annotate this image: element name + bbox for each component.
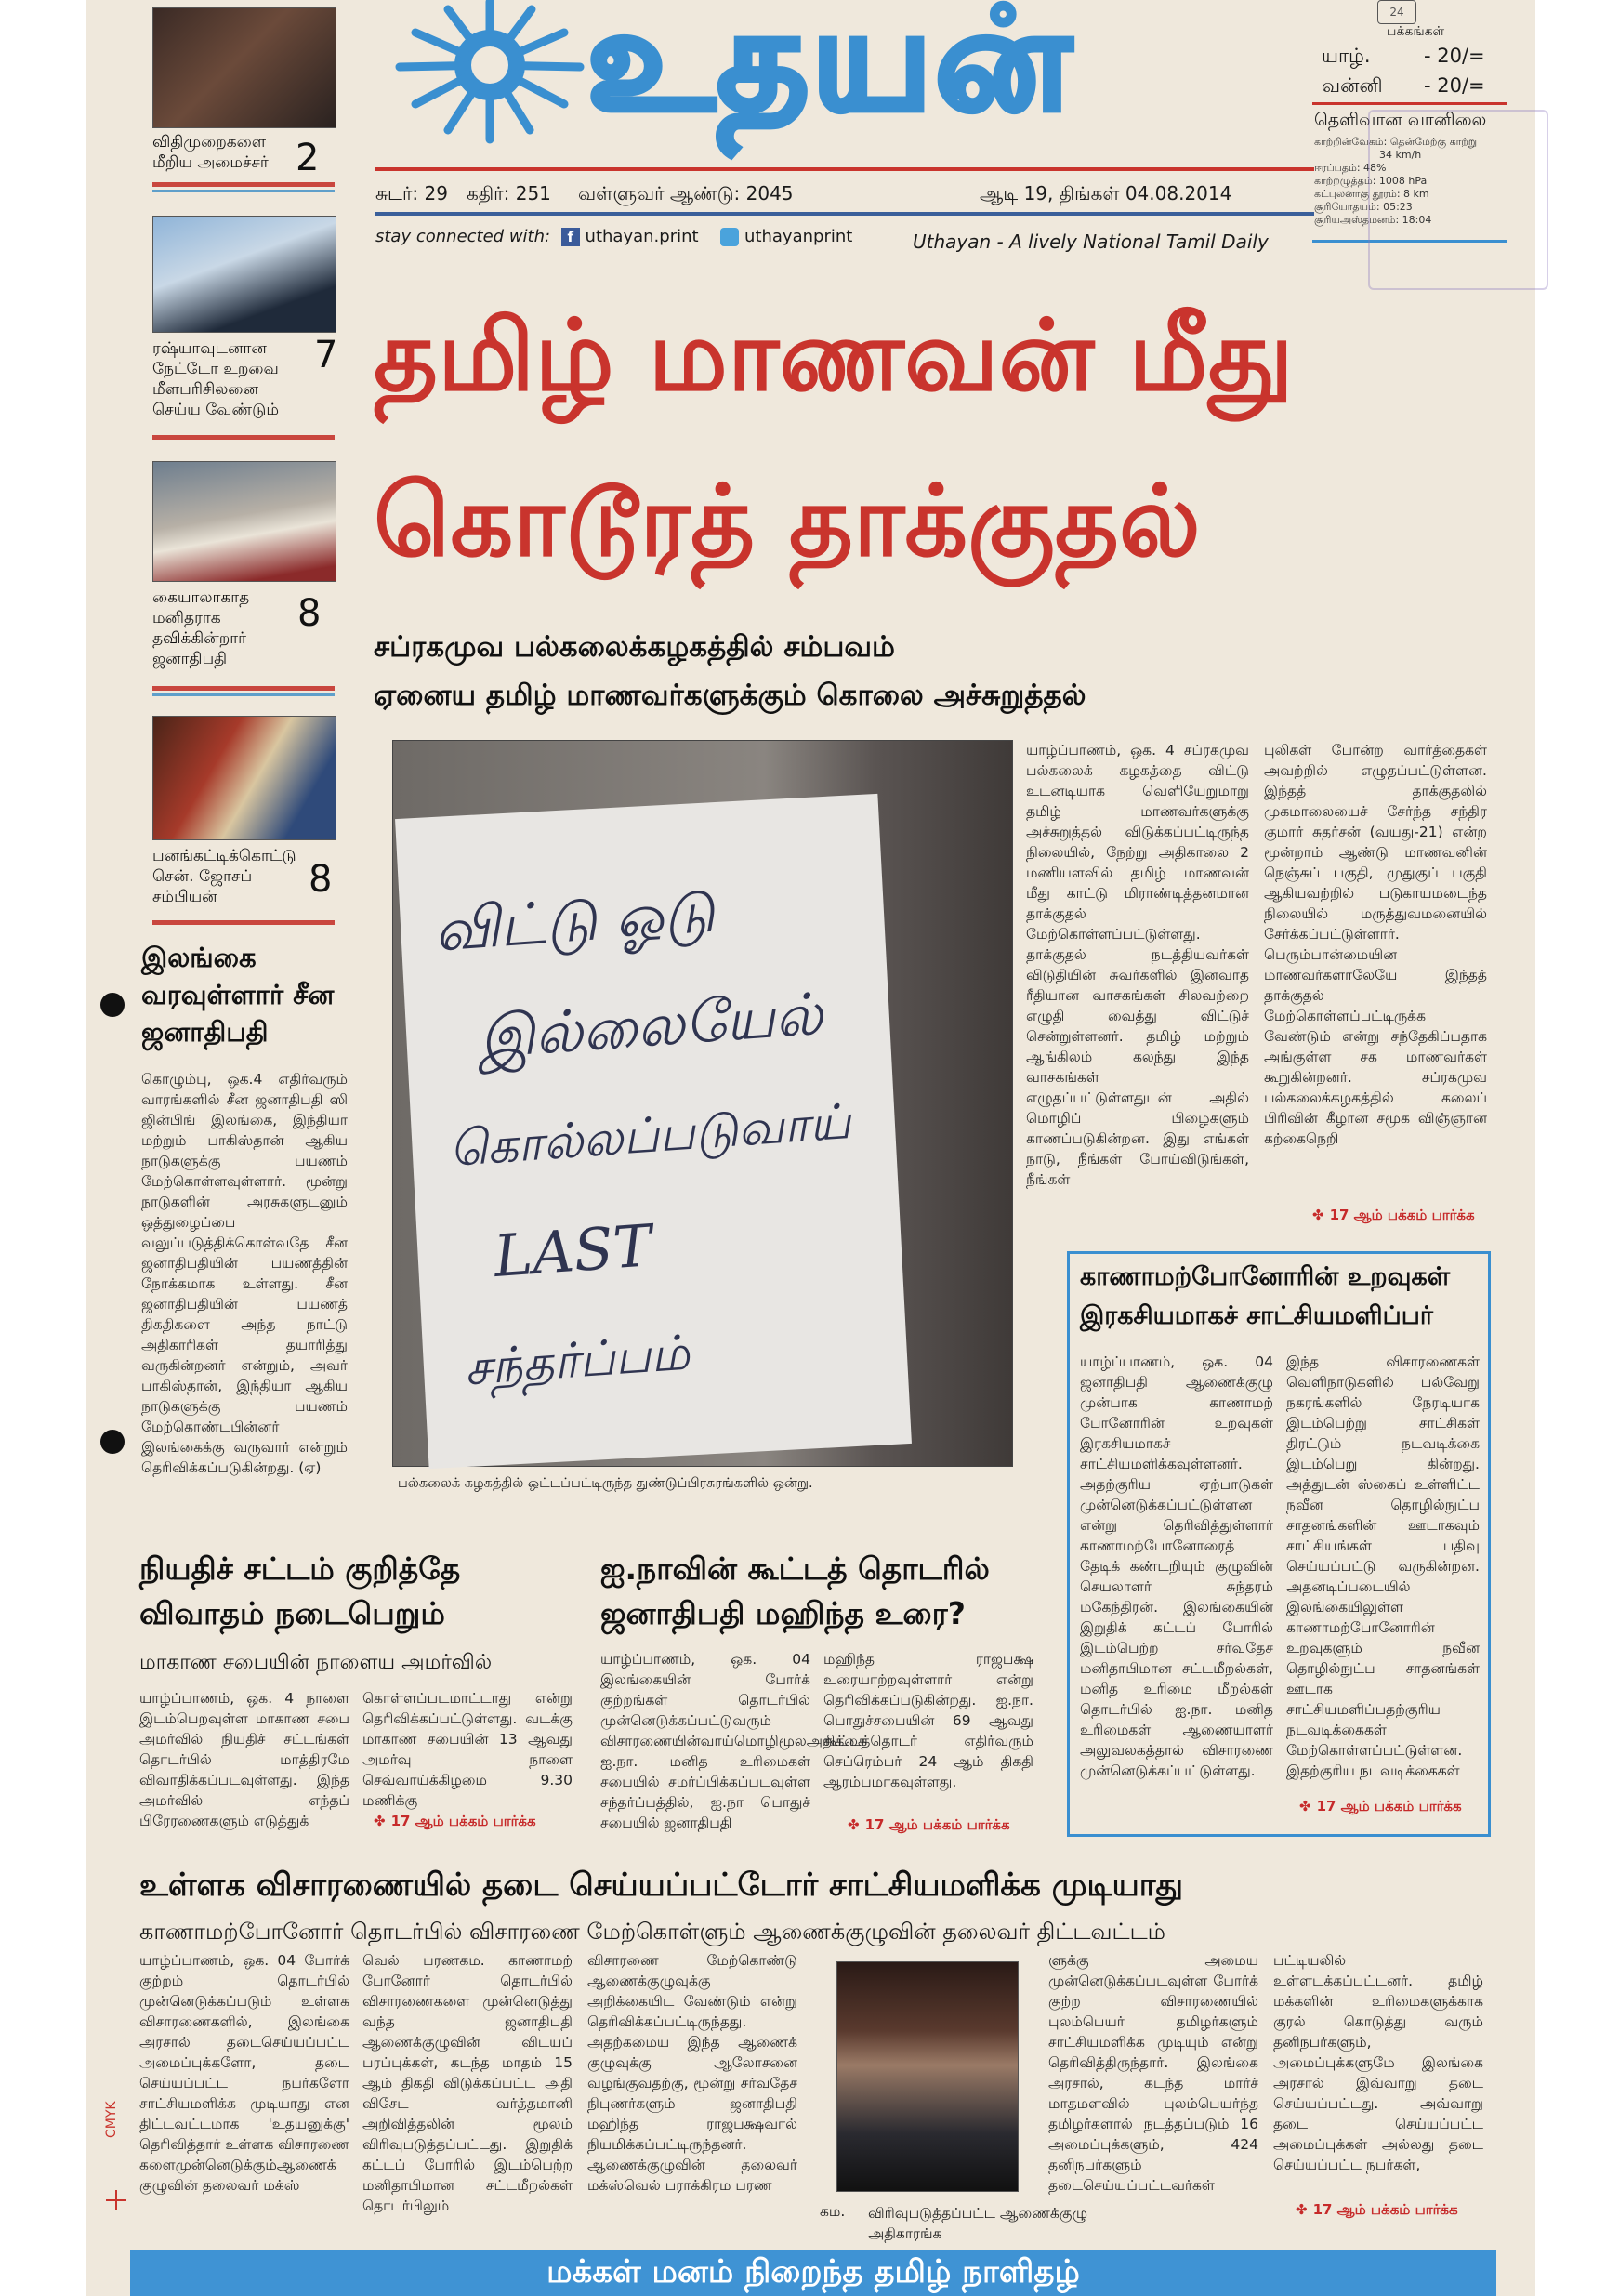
missing-box-headline-2: இரகசியமாகச் சாட்சியமளிப்பர் [1080,1301,1433,1330]
weather-line: சூரியஅஸ்தமனம்: 18:04 [1314,214,1432,226]
continue-label: 17 ஆம் பக்கம் பார்க்க [1312,2201,1458,2218]
index-label: ரஷ்யாவுடனான நேட்டோ உறவை மீளபரிசிலனை செய்ய வேண்டும் [152,339,280,419]
index-divider [152,190,335,192]
main-photo-note-text [430,849,870,1424]
facebook-handle[interactable]: uthayan.print [585,227,699,246]
index-label: கையாலாகாத மனிதராக தவிக்கின்றார் ஜனாதிபதி [152,588,250,668]
main-story-col1: யாழ்ப்பாணம், ஒக. 4 சப்ரகமுவ பல்கலைக் கழகத்தை விட்டு உடனடியாக வெளியேறுமாறு தமிழ் மாணவர்களுக்கு அச்சுறுத்தல் விடுக்கப்பட்டிருந்த நிலையில், நேற்று அதிகாலை 2 மணியளவில் தமிழ் மாணவன் மீது காட்டு மிராண்டித்தனமான தாக்குதல் மேற்கொள்ளப்பட்டுள்ளது. தாக்குதல் நடத்தியவர்கள் விடுதியின் சுவர்களில் இனவாத ரீதியான வாசகங்கள் சிலவற்றை எழுதி வைத்து விட்டுச் சென்றுள்ளனர். தமிழ் மற்றும் ஆங்கிலம் கலந்து இந்த வாசகங்கள் எழுதப்பட்டுள்ளதுடன் அதில் மொழிப் பிழைகளும் காணப்படுகின்றன. இது எங்கள் நாடு, நீங்கள் போய்விடுங்கள், நீங்கள் [1026,742,1249,1188]
logo-wordmark: உதயன் [587,0,1074,141]
issue-cudar: சுடர்: 29 [375,182,448,205]
bottom-story-col2: வெல் பரணகம. காணாமற் போனோர் தொடர்பில் விசாரணைகளை முன்னெடுத்து வந்த ஜனாதிபதி ஆணைக்குழுவின் விடயப் பரப்புக்கள், கடந்த மாதம் 15 ஆம் திகதி விடுக்கப்பட்ட அதி விசேட வர்த்தமானி அறிவித்தலின் மூலம் விரிவுபடுத்தப்பட்டது. இறுதிக் கட்டப் போரில் இடம்பெற்ற மனிதாபிமான சட்டமீறல்கள் தொடர்பிலும் [362,1952,573,2214]
continue-label: 17 ஆம் பக்கம் பார்க்க [390,1813,536,1829]
index-label: விதிமுறைகளை மீறிய அமைச்சர் [152,133,269,172]
price-value: - 20/= [1424,45,1485,67]
price-divider [1312,102,1507,105]
main-story-col2: புலிகள் போன்ற வார்த்தைகள் அவற்றில் எழுதப்பட்டுள்ளன. இந்தத் தாக்குதலில் முகமாலையைச் சேர்ந்த சந்திர குமார் சுதர்சன் (வயது-21) என்ற மூன்றாம் ஆண்டு மாணவனின் நெஞ்சுப் பகுதி, முதுகுப் பகுதி ஆகியவற்றில் படுகாயமடைந்த நிலையில் மருத்துவமனையில் சேர்க்கப்பட்டுள்ளார். பெரும்பான்மையின மாணவர்களாலேயே இந்தத் தாக்குதல் மேற்கொள்ளப்பட்டிருக்க வேண்டும் என்று சந்தேகிப்பதாக அங்குள்ள சக மாணவர்கள் கூறுகின்றனர். சப்ரகமுவ பல்கலைக்கழகத்தில் கலைப் பிரிவின் கீழான சமூக விஞ்ஞான கற்கைநெறி [1264,742,1487,1147]
weather-line: ஈரப்பதம்: 48% [1314,162,1387,174]
missing-box-col1: யாழ்ப்பாணம், ஒக. 04 ஜனாதிபதி ஆணைக்குழு முன்பாக காணாமற் போனோரின் உறவுகள் இரகசியமாகச் சாட்சியமளிக்கவுள்ளனர். அதற்குரிய ஏற்பாடுகள் முன்னெடுக்கப்பட்டுள்ளன என்று தெரிவித்துள்ளார் காணாமற்போனோரைத் தேடிக் கண்டறியும் குழுவின் செயலாளர் சுந்தரம் மகேந்திரன். இலங்கையின் இறுதிக் கட்டப் போரில் இடம்பெற்ற சர்வதேச மனிதாபிமான சட்டமீறல்கள், மனித உரிமை மீறல்கள் தொடர்பில் ஐ.நா. மனித உரிமைகள் ஆணையாளர் அலுவலகத்தால் விசாரணை முன்னெடுக்கப்பட்டுள்ளது. [1080,1353,1273,1779]
index-page-number: 7 [314,334,338,376]
bottom-story-col1: யாழ்ப்பாணம், ஒக. 04 போர்க் குற்றம் தொடர்பில் முன்னெடுக்கப்படும் உள்ளக விசாரணைகளில், இலங்கை அரசால் தடைசெய்யப்பட்ட அமைப்புக்களோ, தடை செய்யப்பட்ட நபர்களோ சாட்சியமளிக்க முடியாது என திட்டவட்டமாக 'உதயனுக்கு' தெரிவித்தார் உள்ளக விசாரணை களைமுன்னெடுக்கும்ஆணைக் குழுவின் தலைவர் மக்ஸ் [139,1952,349,2194]
stay-connected [375,227,852,246]
twitter-icon[interactable] [720,228,739,246]
index-label: பனங்கட்டிக்கொட்டு சென். ஜோசப் சம்பியன் [152,847,296,906]
index-divider [152,693,335,696]
index-divider [152,920,335,925]
punch-hole [100,1430,125,1454]
missing-box-headline-1: காணாமற்போனோரின் உறவுகள் [1080,1262,1451,1291]
bottom-story-portrait [836,1961,1019,2192]
index-thumb-cameron [152,216,336,333]
statute-story-col1: யாழ்ப்பாணம், ஒக. 4 நாளை இடம்பெறவுள்ள மாகாண சபை அமர்வில் நியதிச் சட்டங்கள் தொடர்பில் மாத்திரமே விவாதிக்கப்படவுள்ளது. இந்த அமர்வில் எந்தப் பிரேரணைகளும் எடுத்துக் [139,1690,349,1829]
bottom-story-col3: விசாரணை மேற்கொண்டு ஆணைக்குழுவுக்கு அறிக்கையிட வேண்டும் என்று தெரிவிக்கப்பட்டிருந்தது. அதற்கமைய இந்த ஆணைக் குழுவுக்கு ஆலோசனை வழங்குவதற்கு, மூன்று சர்வதேச நிபுணர்களும் ஜனாதிபதி மஹிந்த ராஜபக்ஷவால் நியமிக்கப்பட்டிருந்தனர். ஆணைக்குழுவின் தலைவர் மக்ஸ்வெல் பராக்கிரம பரண [587,1952,797,2194]
sun-logo-icon [374,0,606,158]
tagline: Uthayan - A lively National Tamil Daily [913,231,1269,253]
weather-line: 34 km/h [1379,149,1422,161]
issue-bar-bottom-rule [375,212,1314,216]
statute-story-continue-link[interactable]: ✤ 17 ஆம் பக்கம் பார்க்க [374,1813,536,1829]
un-story-headline-1: ஐ.நாவின் கூட்டத் தொடரில் [600,1550,990,1587]
note-line: கொல்லப்படுவாய் [447,1093,853,1179]
main-subheadline-2: ஏனைய தமிழ் மாணவர்களுக்கும் கொலை அச்சுறுத்தல் [374,679,1086,712]
main-photo [392,740,1013,1467]
pages-badge: 24 [1377,0,1416,24]
twitter-handle[interactable]: uthayanprint [744,227,853,246]
main-headline-line2: கொடூரத் தாக்குதல் [374,464,1201,578]
weather-line: காற்றின்வேகம்: தென்மேற்கு காற்று [1314,136,1478,148]
photo-caption: பல்கலைக் கழகத்தில் ஒட்டப்பட்டிருந்த துண்டுப்பிரசுரங்களில் ஒன்று. [398,1476,813,1491]
cmyk-mark: CMYK [104,2101,119,2138]
main-story-continue-link[interactable]: ✤ 17 ஆம் பக்கம் பார்க்க [1312,1207,1475,1223]
note-line: சந்தர்ப்பம் [462,1325,691,1397]
index-page-number: 8 [297,592,322,635]
price-value: - 20/= [1424,74,1485,97]
index-divider [152,182,335,187]
price-row [1322,45,1517,70]
footer-banner [130,2250,1496,2296]
newspaper-page [86,0,1535,2296]
statute-story-headline-1: நியதிச் சட்டம் குறித்தே [139,1550,461,1587]
statute-story-headline-2: விவாதம் நடைபெறும் [139,1595,445,1631]
price-place: யாழ். [1322,45,1371,67]
bottom-story-headline: உள்ளக விசாரணையில் தடை செய்யப்பட்டோர் சாட்சியமளிக்க முடியாது [139,1867,1183,1904]
weather-line: காற்றழுத்தம்: 1008 hPa [1314,175,1428,187]
stay-connected-label: stay connected with: [375,227,551,246]
china-story-headline: இலங்கை வரவுள்ளார் சீன ஜனாதிபதி [141,942,335,1048]
index-divider [152,686,335,691]
continue-label: 17 ஆம் பக்கம் பார்க்க [1329,1207,1475,1223]
price-place: வன்னி [1322,74,1383,97]
issue-bar-top-rule [375,167,1314,171]
note-line: LAST [492,1211,654,1290]
registration-mark [106,2190,126,2210]
library-stamp [1368,110,1548,290]
statute-story-sub: மாகாண சபையின் நாளைய அமர்வில் [139,1651,493,1674]
bottom-story-col4: ளுக்கு அமைய முன்னெடுக்கப்படவுள்ள போர்க் குற்ற விசாரணையில் புலம்பெயர் தமிழர்களும் சாட்சியமளிக்க முடியும் என்று தெரிவித்திருந்தார். இலங்கை அரசால், கடந்த மார்ச் மாதமளவில் புலம்பெயர்ந்த தமிழர்களால் நடத்தப்படும் 16 அமைப்புக்களும், 424 தனிநபர்களும் தடைசெய்யப்பட்டவர்கள் [1048,1952,1258,2194]
index-page-number: 8 [309,858,333,901]
bottom-story-col3b: விரிவுபடுத்தப்பட்ட ஆணைக்குழு அதிகாரங்க [868,2205,1088,2242]
bottom-story-col5: பட்டியலில் உள்ளடக்கப்பட்டனர். தமிழ் மக்களின் உரிமைகளுக்காக குரல் கொடுத்து வரும் தனிநபர்களும், அமைப்புக்களுமே இலங்கை அரசால் இவ்வாறு தடை செய்யப்பட்டது. அவ்வாறு தடை செய்யப்பட்ட அமைப்புக்கள் அல்லது தடை செய்யப்பட்ட நபர்கள், [1273,1952,1483,2173]
price-row [1322,74,1517,99]
index-page-number: 2 [296,137,320,179]
index-thumb-president [152,461,336,582]
continue-label: 17 ஆம் பக்கம் பார்க்க [1316,1798,1462,1814]
pages-label: பக்கங்கள் [1387,24,1445,39]
un-story-col2: மஹிந்த ராஜபக்ஷ உரையாற்றவுள்ளார் என்று தெரிவிக்கப்படுகின்றது. ஐ.நா. பொதுச்சபையின் 69 ஆவது கூட்டத்தொடர் எதிர்வரும் செப்ரெம்பர் 24 ஆம் திகதி ஆரம்பமாகவுள்ளது. [823,1651,1033,1790]
weather-line: கட்புலனாகு தூரம்: 8 km [1314,188,1429,200]
punch-hole [100,993,125,1017]
un-story-headline-2: ஜனாதிபதி மஹிந்த உரை? [600,1595,966,1631]
un-story-continue-link[interactable]: ✤ 17 ஆம் பக்கம் பார்க்க [848,1816,1010,1833]
un-story-col1: யாழ்ப்பாணம், ஒக. 04 இலங்கையின் போர்க் குற்றங்கள் தொடர்பில் முன்னெடுக்கப்பட்டுவரும் விசாரணையின்வாய்மொழிமூலஅறிக்கை ஐ.நா. மனித உரிமைகள் சபையில் சமர்ப்பிக்கப்படவுள்ள சந்தர்ப்பத்தில், ஐ.நா பொதுச் சபையில் ஜனாதிபதி [600,1651,867,1831]
continue-label: 17 ஆம் பக்கம் பார்க்க [864,1816,1010,1833]
bottom-story-sub: காணாமற்போனோர் தொடர்பில் விசாரணை மேற்கொள்ளும் ஆணைக்குழுவின் தலைவர் திட்டவட்டம் [139,1919,1165,1945]
weather-title: தெளிவான வானிலை [1314,110,1487,130]
missing-box-continue-link[interactable]: ✤ 17 ஆம் பக்கம் பார்க்க [1299,1798,1462,1814]
bottom-story-col3-tail: கம. [820,2203,846,2220]
bottom-story-continue-link[interactable]: ✤ 17 ஆம் பக்கம் பார்க்க [1296,2201,1458,2218]
missing-box-col2: இந்த விசாரணைகள் வெளிநாடுகளில் பல்வேறு நகரங்களில் நேரடியாக இடம்பெற்று சாட்சிகள் திரட்டும் நடவடிக்கை இடம்பெறு கின்றது. அத்துடன் ஸ்கைப் உள்ளிட்ட நவீன தொழில்நுட்ப சாதனங்களின் ஊடாகவும் சாட்சியங்கள் பதிவு செய்யப்பட்டு வருகின்றன. அதனடிப்படையில் இலங்கையிலுள்ள காணாமற்போனோரின் உறவுகளும் நவீன தொழில்நுட்ப சாதனங்கள் ஊடாக சாட்சியமளிப்பதற்குரிய நடவடிக்கைகள் மேற்கொள்ளப்பட்டுள்ளன. இதற்குரிய நடவடிக்கைகள் [1286,1353,1480,1779]
issue-date: ஆடி 19, திங்கள் 04.08.2014 [980,182,1232,205]
statute-story-col2: கொள்ளப்படமாட்டாது என்று தெரிவிக்கப்பட்டுள்ளது. வடக்கு மாகாண சபையின் 13 ஆவது அமர்வு நாளை செவ்வாய்க்கிழமை 9.30 மணிக்கு [362,1690,573,1809]
main-subheadline-1: சப்ரகமுவ பல்கலைக்கழகத்தில் சம்பவம் [374,630,895,664]
index-divider [152,435,335,440]
facebook-icon[interactable]: f [561,228,580,246]
issue-kathir: கதிர்: 251 [467,182,551,205]
main-headline-line1: தமிழ் மாணவன் மீது [374,298,1294,413]
footer-banner-text: மக்கள் மனம் நிறைந்த தமிழ் நாளிதழ் [546,2253,1080,2290]
note-line: விட்டு ஓடு [431,877,717,965]
valluvar-year: வள்ளுவர் ஆண்டு: 2045 [578,182,794,205]
index-thumb-minister [152,7,336,128]
index-thumb-sports [152,716,336,840]
china-story-body: கொழும்பு, ஒக.4 எதிர்வரும் வாரங்களில் சீன ஜனாதிபதி ஸி ஜின்பிங் இலங்கை, இந்தியா மற்றும் பாகிஸ்தான் ஆகிய நாடுகளுக்கு பயணம் மேற்கொள்ளவுள்ளார். மூன்று நாடுகளின் அரசுகளுடனும் ஒத்துழைப்பை வலுப்படுத்திக்கொள்வதே சீன ஜனாதிபதியின் பயணத்தின் நோக்கமாக உள்ளது. சீன ஜனாதிபதியின் பயணத் திகதிகளை அந்த நாட்டு அதிகாரிகள் தயாரித்து வருகின்றனர் என்றும், அவர் பாகிஸ்தான், இந்தியா ஆகிய நாடுகளுக்கு பயணம் மேற்கொண்டபின்னர் இலங்கைக்கு வருவார் என்றும் தெரிவிக்கப்படுகின்றது. (ஏ) [141,1071,348,1476]
weather-line: சூரியோதயம்: 05:23 [1314,201,1413,213]
note-line: இல்லையேல் [476,979,825,1072]
